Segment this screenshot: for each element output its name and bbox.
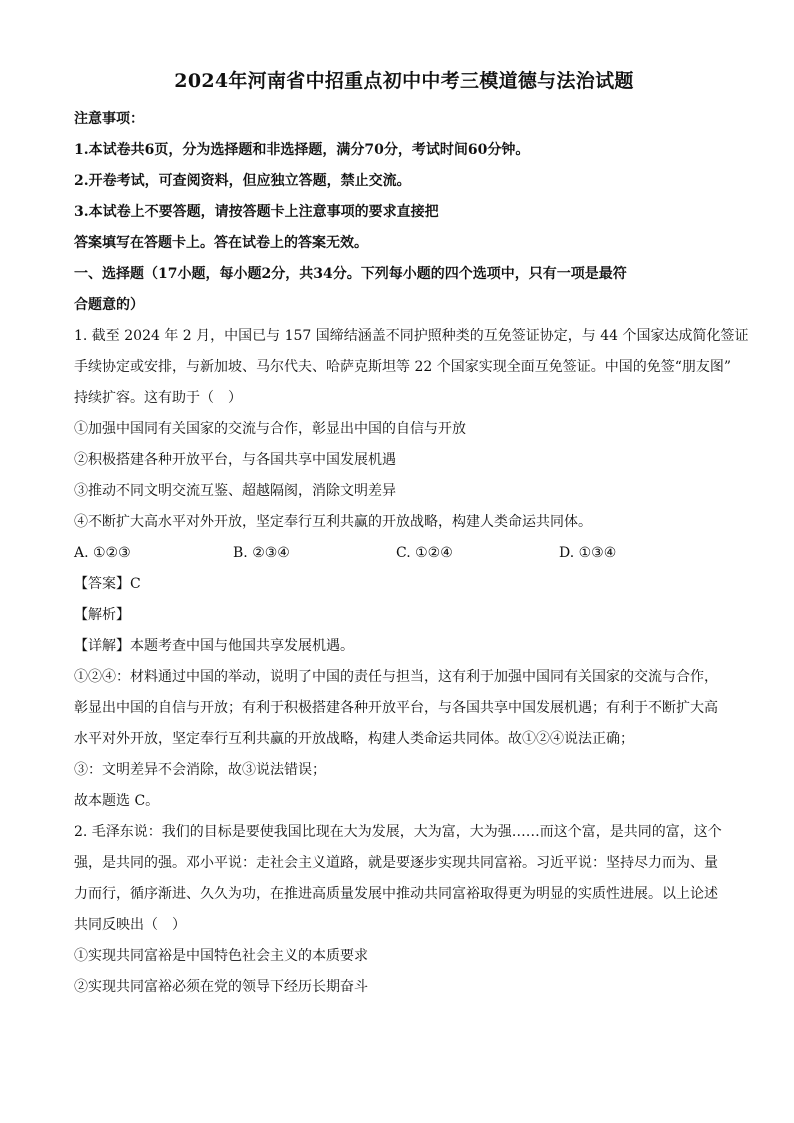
question-2-stem: 2. 毛泽东说：我们的目标是要使我国比现在大为发展，大为富，大为强……而这个富，是共同的富，这个 xyxy=(74,824,722,840)
notice-line: 3.本试卷上不要答题，请按答题卡上注意事项的要求直接把 xyxy=(74,204,439,220)
question-1-item: ④不断扩大高水平对外开放，坚定奉行互利共赢的开放战略，构建人类命运共同体。 xyxy=(74,514,592,530)
question-1-stem: 手续协定或安排，与新加坡、马尔代夫、哈萨克斯坦等 22 个国家实现全面互免签证。中国的免签“朋友图” xyxy=(74,359,732,375)
answer-line xyxy=(74,569,734,600)
detail-line: 【详解】本题考查中国与他国共享发展机遇。 xyxy=(74,638,354,654)
section-heading: 合题意的） xyxy=(74,297,144,313)
analysis-label: 【解析】 xyxy=(74,607,130,623)
question-1-stem: 持续扩容。这有助于（ ） xyxy=(74,390,242,406)
answer-label: 【答案】 xyxy=(74,576,130,592)
question-2-stem: 共同反映出（ ） xyxy=(74,917,186,933)
notice-line: 答案填写在答题卡上。答在试卷上的答案无效。 xyxy=(74,235,368,251)
option-b: B. ②③④ xyxy=(233,545,290,561)
section-heading: 一、选择题（17小题，每小题2分，共34分。下列每小题的四个选项中，只有一项是最符 xyxy=(74,266,627,282)
question-2-item: ①实现共同富裕是中国特色社会主义的本质要求 xyxy=(74,948,368,964)
question-2-stem: 强，是共同的强。邓小平说：走社会主义道路，就是要逐步实现共同富裕。习近平说：坚持尽力而为、量 xyxy=(74,855,718,871)
detail-line: 水平对外开放，坚定奉行互利共赢的开放战略，构建人类命运共同体。故①②④说法正确； xyxy=(74,731,634,747)
detail-line: 故本题选 C。 xyxy=(74,793,160,809)
page-title: 2024年河南省中招重点初中中考三模道德与法治试题 xyxy=(174,70,634,92)
notice-line: 2.开卷考试，可查阅资料，但应独立答题，禁止交流。 xyxy=(74,173,411,189)
question-2-stem: 力而行，循序渐进、久久为功，在推进高质量发展中推动共同富裕取得更为明显的实质性进展。以上论述 xyxy=(74,886,718,902)
question-1-item: ②积极搭建各种开放平台，与各国共享中国发展机遇 xyxy=(74,452,396,468)
notice-heading: 注意事项： xyxy=(74,111,144,127)
notice-line: 1.本试卷共6页，分为选择题和非选择题，满分70分，考试时间60分钟。 xyxy=(74,142,530,158)
option-d: D. ①③④ xyxy=(559,545,617,561)
question-2-item: ②实现共同富裕必须在党的领导下经历长期奋斗 xyxy=(74,979,368,995)
option-c: C. ①②④ xyxy=(396,545,453,561)
answer-value: C xyxy=(130,576,141,592)
question-1-item: ③推动不同文明交流互鉴、超越隔阂，消除文明差异 xyxy=(74,483,396,499)
option-a: A. ①②③ xyxy=(74,545,131,561)
detail-line: 彰显出中国的自信与开放；有利于积极搭建各种开放平台，与各国共享中国发展机遇；有利于不断扩大高 xyxy=(74,700,718,716)
question-1-item: ①加强中国同有关国家的交流与合作，彰显出中国的自信与开放 xyxy=(74,421,466,437)
detail-line: ①②④：材料通过中国的举动，说明了中国的责任与担当，这有利于加强中国同有关国家的交流与合作， xyxy=(74,669,718,685)
question-1-stem: 1. 截至 2024 年 2 月，中国已与 157 国缔结涵盖不同护照种类的互免签证协定，与 44 个国家达成简化签证 xyxy=(74,328,749,344)
question-1-options xyxy=(74,538,734,569)
detail-line: ③：文明差异不会消除，故③说法错误； xyxy=(74,762,326,778)
